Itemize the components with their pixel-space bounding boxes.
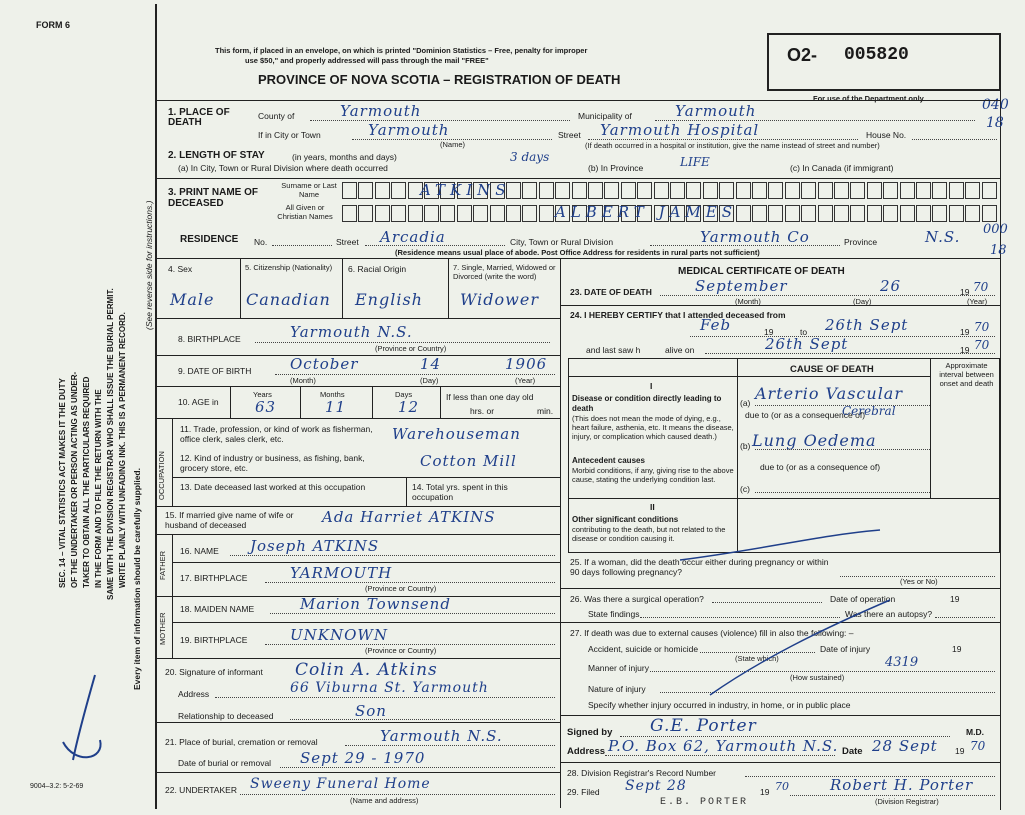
name-char-box (768, 205, 783, 222)
racial-label: 6. Racial Origin (348, 264, 407, 274)
name-char-box (440, 205, 455, 222)
registration-number-box (767, 33, 1001, 91)
residence-city-value: Yarmouth Co (700, 228, 810, 246)
birthplace-caption: (Province or Country) (375, 344, 447, 353)
length-of-stay-sub: (in years, months and days) (292, 152, 397, 162)
q12-value: Cotton Mill (420, 452, 517, 470)
less-day-label: If less than one day old (446, 392, 534, 402)
strikeout-marks (560, 520, 1000, 720)
dept-code-1: 040 (982, 97, 1009, 113)
name-char-box (539, 182, 554, 199)
father-birth-value: YARMOUTH (290, 564, 393, 582)
residence-street-label: Street (336, 237, 359, 247)
instructions-notice: (See reverse side for instructions.) (144, 200, 154, 330)
citizenship-label: 5. Citizenship (Nationality) (245, 263, 333, 272)
name-char-box (785, 205, 800, 222)
name-char-box (982, 205, 997, 222)
signed-by-label: Signed by (567, 727, 613, 738)
father-name-label: 16. NAME (180, 546, 219, 556)
mother-maiden-label: 18. MAIDEN NAME (180, 604, 255, 614)
physician-year: 70 (970, 739, 986, 753)
mother-maiden-value: Marion Townsend (300, 595, 451, 613)
physician-nineteen: 19 (955, 746, 965, 756)
informant-sig-label: 20. Signature of informant (165, 667, 263, 677)
name-char-box (883, 182, 898, 199)
dob-year-cap: (Year) (515, 376, 536, 385)
cause-title: CAUSE OF DEATH (790, 364, 874, 375)
sex-label: 4. Sex (168, 264, 193, 274)
q28-label: 28. Division Registrar's Record Number (567, 768, 717, 778)
q14-label: 14. Total yrs. spent in this occupation (412, 482, 508, 502)
name-char-box (752, 205, 767, 222)
name-char-box (572, 182, 587, 199)
name-char-box (457, 205, 472, 222)
print-name-label: 3. PRINT NAME OF DECEASED (168, 187, 259, 209)
street-value: Yarmouth Hospital (600, 121, 760, 139)
q11-label: 11. Trade, profession, or kind of work as fisherman, office clerk, sales clerk, etc. (180, 424, 373, 444)
street-label: Street (558, 130, 581, 140)
physician-signature: G.E. Porter (650, 716, 757, 736)
name-char-box (375, 205, 390, 222)
due-to-2: due to (or as a consequence of) (760, 462, 881, 472)
physician-address-label: Address (567, 746, 606, 757)
op-date-label: Date of operation (830, 594, 896, 604)
page-title: PROVINCE OF NOVA SCOTIA – REGISTRATION OF DEATH (258, 72, 621, 87)
min-label: min. (537, 406, 554, 416)
mother-birth-caption: (Province or Country) (365, 646, 437, 655)
margin-signature-mark (55, 670, 115, 770)
name-char-box (900, 205, 915, 222)
relationship-value: Son (355, 702, 387, 720)
death-year-prefix: 19 (960, 287, 970, 297)
cause-c-mark: (c) (740, 484, 750, 494)
header-notice-1: This form, if placed in an envelope, on which is printed "Dominion Statistics – Free, penalty for improper (215, 46, 588, 55)
death-day-cap: (Day) (853, 297, 872, 306)
name-char-box (719, 182, 734, 199)
q24-last-label: and last saw h (586, 345, 641, 355)
dob-label: 9. DATE OF BIRTH (178, 366, 252, 376)
name-char-box (834, 182, 849, 199)
cause-b-mark: (b) (740, 441, 751, 451)
side-notice-6: SAME WITH THE DIVISION REGISTRAR WHO SHALL ISSUE THE BURIAL PERMIT. (106, 288, 115, 600)
form-ref: 9004–3.2: 5-2-69 (30, 783, 84, 790)
undertaker-value: Sweeny Funeral Home (250, 776, 431, 792)
name-char-box (342, 205, 357, 222)
cause-b-value: Cerebral (842, 404, 896, 418)
name-char-box (818, 182, 833, 199)
name-char-box (490, 205, 505, 222)
medical-title: MEDICAL CERTIFICATE OF DEATH (678, 266, 845, 277)
roman-one: I (650, 381, 653, 391)
name-char-box (539, 205, 554, 222)
other-conditions-label: Other significant conditions (572, 515, 679, 524)
name-char-box (818, 205, 833, 222)
name-char-box (982, 182, 997, 199)
side-notice-1: SEC. 14 – VITAL STATISTICS ACT MAKES IT THE DUTY (58, 378, 67, 588)
form-code: FORM 6 (36, 20, 71, 30)
name-char-box (867, 182, 882, 199)
age-years: 63 (255, 398, 277, 416)
burial-place-value: Yarmouth N.S. (380, 727, 503, 745)
residence-province-label: Province (844, 237, 878, 247)
header-notice-2: use $50," and properly addressed will pass through the mail "FREE" (245, 56, 489, 65)
informant-sig-value: Colin A. Atkins (295, 660, 438, 680)
months-cap: Months (320, 390, 345, 399)
disease-label: Disease or condition directly leading to death (572, 394, 722, 413)
registrar-signature: Robert H. Porter (830, 776, 974, 794)
name-char-box (850, 205, 865, 222)
registrar-stamp: E.B. PORTER (660, 797, 749, 808)
name-char-box (801, 205, 816, 222)
name-char-box (358, 205, 373, 222)
age-label: 10. AGE in (178, 397, 219, 407)
death-day: 26 (880, 277, 902, 295)
residence-city-label: City, Town or Rural Division (510, 237, 614, 247)
q15-label: 15. If married give name of wife or husband of deceased (165, 510, 294, 530)
cause-c-value: Lung Oedema (752, 431, 877, 450)
q15-value: Ada Harriet ATKINS (322, 508, 496, 526)
q27-label: 27. If death was due to external causes (violence) fill in also the following: – (570, 628, 854, 638)
q12-label: 12. Kind of industry or business, as fishing, bank, grocery store, etc. (180, 453, 365, 473)
occupation-side-label: OCCUPATION (157, 451, 166, 500)
q24-nineteen-3: 19 (960, 345, 970, 355)
q11-value: Warehouseman (392, 425, 521, 443)
q24-nineteen-1: 19 (764, 327, 774, 337)
other-conditions-note: contributing to the death, but not related to the disease or condition causing it. (572, 525, 726, 543)
name-char-box (932, 182, 947, 199)
name-char-box (473, 205, 488, 222)
birthplace-label: 8. BIRTHPLACE (178, 334, 241, 344)
name-char-box (342, 182, 357, 199)
name-char-box (522, 182, 537, 199)
given-name-value: ALBERT JAMES (555, 203, 737, 221)
autopsy-label: Was there an autopsy? (845, 609, 933, 619)
father-birth-label: 17. BIRTHPLACE (180, 573, 248, 583)
name-char-box (654, 182, 669, 199)
name-char-box (424, 205, 439, 222)
death-year-cap: (Year) (967, 297, 988, 306)
side-notice-4: IN THE FORM AND TO FILE THE RETURN WITH THE (94, 389, 103, 588)
municipality-value: Yarmouth (675, 102, 757, 120)
hrs-label: hrs. or (470, 406, 495, 416)
length-of-stay-label: 2. LENGTH OF STAY (168, 150, 265, 161)
stay-b-label: (b) In Province (588, 163, 644, 173)
undertaker-caption: (Name and address) (350, 796, 419, 805)
mother-birth-value: UNKNOWN (290, 626, 388, 644)
how-cap: (How sustained) (790, 673, 845, 682)
municipality-label: Municipality of (578, 111, 632, 121)
undertaker-label: 22. UNDERTAKER (165, 785, 237, 795)
filed-year: 70 (775, 780, 789, 793)
name-char-box (391, 205, 406, 222)
disease-note: (This does not mean the mode of dying, e.g., heart failure, asthenia, etc. It means the disease, injury, or complication which caused death.) (572, 414, 734, 441)
side-notice-3: TAKER TO OBTAIN ALL THE PARTICULARS REQUIRED (82, 376, 91, 588)
name-char-box (637, 182, 652, 199)
marital-value: Widower (460, 290, 539, 309)
father-name-value: Joseph ATKINS (250, 537, 380, 555)
residence-label: RESIDENCE (180, 234, 239, 245)
name-char-box (916, 205, 931, 222)
dob-month-cap: (Month) (290, 376, 316, 385)
age-months: 11 (325, 398, 347, 416)
stay-b-value: LIFE (680, 155, 710, 169)
residence-province-value: N.S. (925, 228, 961, 246)
stay-a-value: 3 days (510, 150, 550, 164)
q24-to-value: 26th Sept (825, 316, 909, 334)
dept-use-label: For use of the Department only (813, 94, 924, 103)
name-char-box (850, 182, 865, 199)
house-no-label: House No. (866, 130, 907, 140)
city-label: If in City or Town (258, 130, 321, 140)
name-char-box (834, 205, 849, 222)
q23-label: 23. DATE OF DEATH (570, 287, 652, 297)
name-char-box (801, 182, 816, 199)
residence-street-value: Arcadia (380, 228, 446, 246)
interval-label: Approximate interval between onset and death (939, 361, 994, 388)
md-label: M.D. (966, 727, 984, 737)
nature-label: Nature of injury (588, 684, 646, 694)
mother-birth-label: 19. BIRTHPLACE (180, 635, 248, 645)
name-char-box (375, 182, 390, 199)
q24-from: Feb (700, 316, 732, 334)
filed-nineteen: 19 (760, 787, 770, 797)
informant-address-label: Address (178, 689, 210, 699)
name-char-box (391, 182, 406, 199)
citizenship-value: Canadian (246, 290, 331, 309)
name-char-box (358, 182, 373, 199)
reg-prefix: O2- (787, 45, 818, 65)
name-char-box (785, 182, 800, 199)
name-char-box (604, 182, 619, 199)
name-char-box (867, 205, 882, 222)
physician-date-value: 28 Sept (872, 737, 938, 755)
q13-label: 13. Date deceased last worked at this occupation (180, 482, 366, 492)
cause-a-mark: (a) (740, 398, 751, 408)
residence-no-label: No. (254, 237, 268, 247)
q24-label: 24. I HEREBY CERTIFY that I attended deceased from (570, 310, 786, 320)
q24-nineteen-2: 19 (960, 327, 970, 337)
cause-a-value: Arterio Vascular (755, 384, 903, 403)
name-char-box (703, 182, 718, 199)
roman-two: II (650, 502, 655, 512)
specify-label: Specify whether injury occurred in industry, in home, or in public place (588, 700, 851, 710)
name-char-box (670, 182, 685, 199)
burial-date-value: Sept 29 - 1970 (300, 749, 426, 767)
q25-label: 25. If a woman, did the death occur either during pregnancy or within 90 days following pregnancy? (570, 557, 829, 577)
city-value: Yarmouth (368, 121, 450, 139)
injury-nineteen: 19 (952, 644, 962, 654)
side-notice-2: OF THE UNDERTAKER OR PERSON ACTING AS UNDER- (70, 371, 79, 588)
q24-alive-label: alive on (665, 345, 695, 355)
side-notice-7: WRITE PLAINLY WITH UNFADING INK. THIS IS A PERMANENT RECORD. (118, 312, 127, 588)
name-caption: (Name) (440, 140, 466, 149)
age-days: 12 (398, 398, 420, 416)
registrar-caption: (Division Registrar) (875, 797, 939, 806)
state-which-cap: (State which) (735, 654, 779, 663)
name-char-box (506, 205, 521, 222)
death-year: 70 (973, 280, 989, 294)
burial-place-label: 21. Place of burial, cremation or removal (165, 737, 318, 747)
county-label: County of (258, 111, 295, 121)
marital-label: 7. Single, Married, Widowed or Divorced (write the word) (453, 263, 556, 281)
county-value: Yarmouth (340, 102, 422, 120)
op-nineteen: 19 (950, 594, 960, 604)
dob-day: 14 (420, 355, 442, 373)
name-char-box (522, 205, 537, 222)
yes-no-cap: (Yes or No) (900, 577, 938, 586)
name-char-box (752, 182, 767, 199)
q24-last-date: 26th Sept (765, 335, 849, 353)
days-cap: Days (395, 390, 413, 399)
name-char-box (965, 205, 980, 222)
dept-code-2: 18 (986, 115, 1004, 131)
antecedent-label: Antecedent causes (572, 456, 645, 465)
name-char-box (949, 205, 964, 222)
death-month-cap: (Month) (735, 297, 761, 306)
dob-year: 1906 (505, 355, 548, 373)
name-char-box (621, 182, 636, 199)
surname-value: ATKINS (420, 181, 511, 199)
physician-date-label: Date (842, 746, 863, 757)
name-char-box (965, 182, 980, 199)
hospital-note: (If death occurred in a hospital or institution, give the name instead of street and number) (585, 141, 880, 150)
place-of-death-label: 1. PLACE OF DEATH (168, 107, 230, 128)
name-char-box (768, 182, 783, 199)
reg-number: 005820 (844, 45, 909, 65)
due-to-1: due to (or as a consequence of) (745, 410, 866, 420)
given-caption: All Given or Christian Names (277, 203, 333, 221)
q24-to: to (800, 327, 808, 337)
racial-value: English (355, 290, 423, 309)
residence-note: (Residence means usual place of abode. Post Office Address for residents in rural parts not sufficient) (395, 248, 760, 257)
name-char-box (736, 205, 751, 222)
name-char-box (408, 205, 423, 222)
sex-value: Male (170, 290, 215, 309)
stay-c-label: (c) In Canada (if immigrant) (790, 163, 894, 173)
father-side-label: FATHER (158, 550, 167, 580)
name-char-box (883, 205, 898, 222)
name-char-box (736, 182, 751, 199)
antecedent-note: Morbid conditions, if any, giving rise to the above cause, stating the underlying condition last. (572, 466, 734, 484)
stay-a-label: (a) In City, Town or Rural Division where death occurred (178, 163, 388, 173)
physician-address-value: P.O. Box 62, Yarmouth N.S. (608, 737, 839, 755)
q29-label: 29. Filed (567, 787, 600, 797)
accident-label: Accident, suicide or homicide (588, 644, 699, 654)
dept-code-4: 18 (990, 243, 1007, 258)
manner-label: Manner of injury (588, 663, 649, 673)
relationship-label: Relationship to deceased (178, 711, 274, 721)
death-month: September (695, 277, 788, 295)
name-char-box (949, 182, 964, 199)
name-char-box (686, 182, 701, 199)
q24-year-1: 70 (974, 320, 990, 334)
name-char-box (900, 182, 915, 199)
findings-label: State findings (588, 609, 640, 619)
dept-code-3: 000 (983, 222, 1008, 237)
injury-date-label: Date of injury (820, 644, 871, 654)
name-char-box (932, 205, 947, 222)
filed-date: Sept 28 (625, 778, 687, 794)
mother-side-label: MOTHER (158, 612, 167, 645)
burial-date-label: Date of burial or removal (178, 758, 272, 768)
q26-label: 26. Was there a surgical operation? (570, 594, 704, 604)
injury-code: 4319 (885, 655, 919, 670)
name-char-box (588, 182, 603, 199)
q24-year-2: 70 (974, 338, 990, 352)
dob-day-cap: (Day) (420, 376, 439, 385)
years-cap: Years (253, 390, 272, 399)
father-birth-caption: (Province or Country) (365, 584, 437, 593)
informant-address-value: 66 Viburna St. Yarmouth (290, 680, 489, 696)
surname-caption: Surname or Last Name (281, 181, 337, 199)
supply-notice: Every item of information should be carefully supplied. (132, 468, 142, 690)
birthplace-value: Yarmouth N.S. (290, 323, 413, 341)
name-char-box (916, 182, 931, 199)
dob-month: October (290, 355, 359, 373)
name-char-box (555, 182, 570, 199)
